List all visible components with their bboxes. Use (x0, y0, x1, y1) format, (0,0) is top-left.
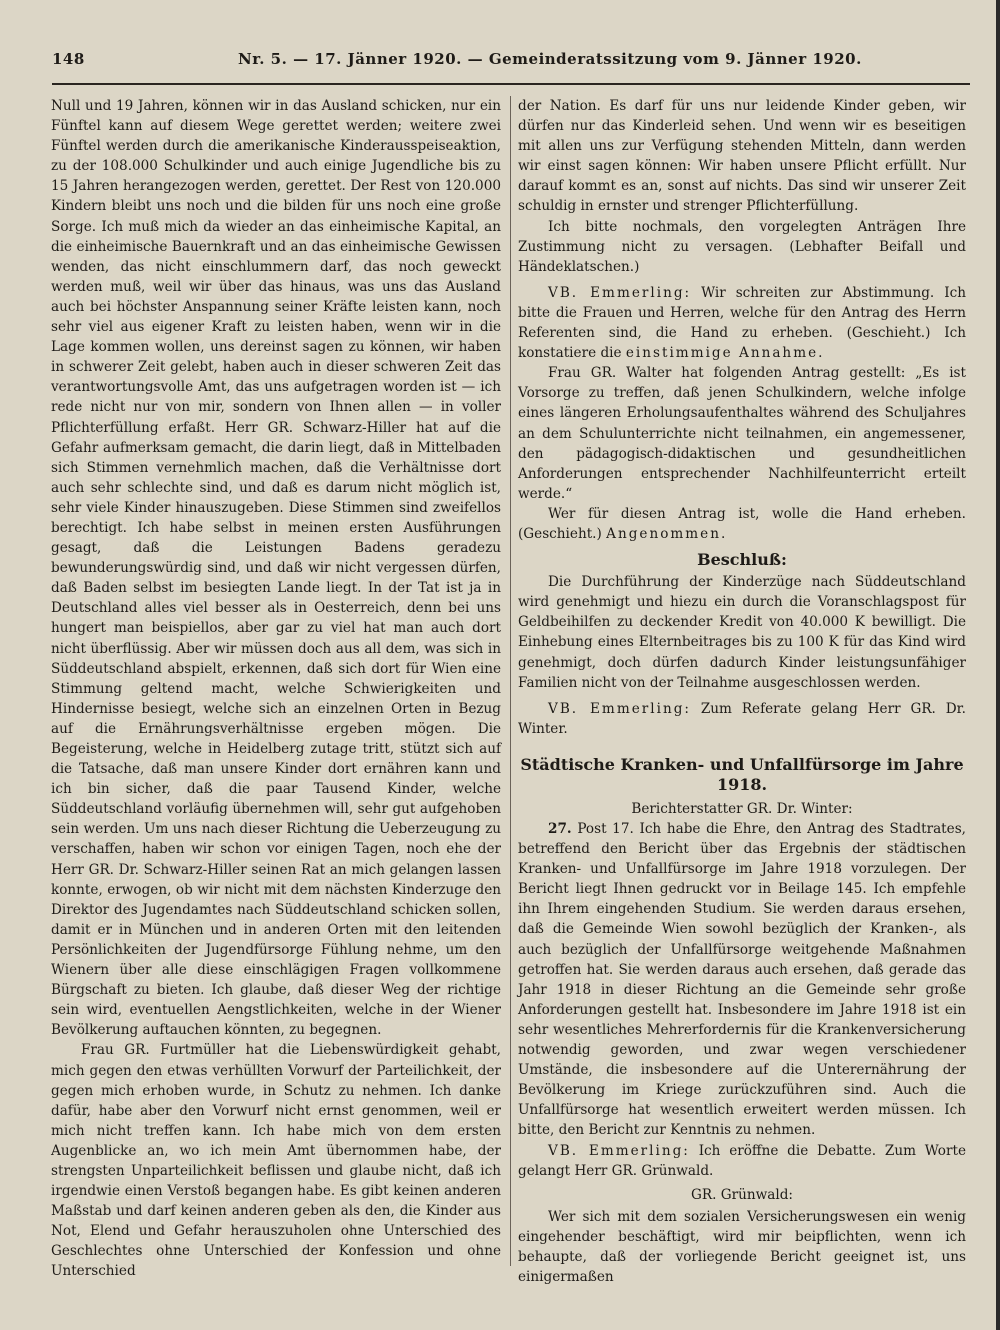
right-column (518, 96, 966, 1287)
accepted-label: Angenommen. (606, 525, 728, 542)
column-divider (510, 96, 511, 1266)
vote-text: Wir schreiten zur Abstimmung. Ich bitte die Frauen und Herren, welche für den Antrag des Herrn Referenten sind, die Hand zu erheben. (Geschieht.) Ich konstatiere die (518, 284, 966, 362)
referate-paragraph (518, 699, 966, 739)
page-number: 148 (52, 50, 85, 68)
unanimous-acceptance: einstimmige Annahme. (625, 345, 825, 362)
referate-text: Zum Referate gelang Herr GR. Dr. Winter. (518, 700, 966, 737)
report-text: Post 17. Ich habe die Ehre, den Antrag des Stadtrates, betreffend den Bericht über das Ergebnis der städtischen Kranken- und Unfallfürsorge im Jahre 1918 vorzulegen. Der Bericht liegt Ihnen gedruckt vor in Beilage 145. Ich empfehle ihn Ihrem eingehenden Studium. Sie werden daraus ersehen, daß die Gemeinde Wien sowohl bezüglich der Kranken-, als auch bezüglich der Unfallfürsorge weitgehende Maßnahmen getroffen hat. Sie werden daraus auch ersehen, daß gerade das Jahr 1918 in dieser Richtung an die Gemeinde sehr große Anforderungen gestellt hat. Insbesondere im Jahre 1918 ist ein sehr wesentliches Mehrerfordernis für die Krankenversicherung notwendig geworden, und zwar wegen verschiedener Umstände, die insbesondere auf die Unterernährung der Bevölkerung im Kriege zurückzuführen sind. Auch die Unfallfürsorge hat wesentlich erweitert werden müssen. Ich bitte, den Bericht zur Kenntnis zu nehmen. (518, 821, 966, 1139)
motion-vote-text: Wer für diesen Antrag ist, wolle die Hand erheben. (Geschieht.) (518, 505, 966, 542)
reporter-line: Berichterstatter GR. Dr. Winter: (631, 800, 853, 817)
header-rule (52, 83, 970, 85)
motion-vote (518, 504, 966, 544)
left-paragraph-2: Frau GR. Furtmüller hat die Liebenswürdigkeit gehabt, mich gegen den etwas verhüllten Vorwurf der Parteilichkeit, der gegen mich erhoben wurde, in Schutz zu nehmen. Ich danke dafür, habe aber den Vorwurf nicht ernst genommen, weil er mich nicht treffen kann. Ich habe mich von dem ersten Augenblicke an, wo ich mein Amt übernommen habe, der strengsten Unparteilichkeit beflissen und glaube nicht, daß ich irgendwie einen Verstoß begangen habe. Es gibt keinen anderen Maßstab und darf keinen anderen geben als den, die Kinder aus Not, Elend und Gefahr herauszuholen ohne Unterschied des Geschlechtes ohne Unterschied der Konfession und ohne Unterschied (51, 1042, 501, 1280)
gruenwald-paragraph: Wer sich mit dem sozialen Versicherungswesen ein wenig eingehender beschäftigt, wird mir beipflichten, wenn ich behaupte, daß der vorliegende Bericht geeignet ist, uns einigermaßen (518, 1208, 966, 1286)
vote-paragraph (518, 283, 966, 363)
speaker-emmerling-2: VB. Emmerling: (548, 700, 691, 717)
speaker-emmerling: VB. Emmerling: (548, 284, 692, 301)
report-paragraph (518, 819, 966, 1141)
section-title: Städtische Kranken- und Unfallfürsorge im Jahre 1918. (520, 754, 964, 794)
page-header (52, 50, 972, 74)
speaker-gruenwald: GR. Grünwald: (691, 1186, 793, 1203)
running-title: Nr. 5. — 17. Jänner 1920. — Gemeinderatssitzung vom 9. Jänner 1920. (238, 50, 862, 68)
speaker-emmerling-3: VB. Emmerling: (548, 1142, 690, 1159)
resolution-heading: Beschluß: (697, 550, 787, 570)
left-paragraph-1: Null und 19 Jahren, können wir in das Ausland schicken, nur ein Fünftel kann auf diesem Wege gerettet werden; weitere zwei Fünftel werden durch die amerikanische Kinderausspeiseaktion, zu der 108.000 Schulkinder und auch einige Jugendliche bis zu 15 Jahren herangezogen werden, gerettet. Der Rest von 120.000 Kindern bleibt uns noch und die bilden für uns noch eine große Sorge. Ich muß mich da wieder an das einheimische Kapital, an die einheimische Bauernkraft und an das einheimische Gewissen wenden, das nicht einschlummern darf, das noch geweckt werden muß, weil wir über das hinaus, was uns das Ausland auch bei höchster Anspannung seiner Kräfte leisten kann, noch sehr viel aus eigener Kraft zu leisten haben, wenn wir in die Lage kommen wollen, uns dereinst sagen zu können, wir haben in schwerer Zeit gelebt, haben auch in dieser schweren Zeit das verantwortungsvolle Amt, das uns aufgetragen worden ist — ich rede nicht nur von mir, sondern von Ihnen allen — in voller Pflichterfüllung erfaßt. Herr GR. Schwarz-Hiller hat auf die Gefahr aufmerksam gemacht, die darin liegt, daß in Mittelbaden sich Stimmen vernehmlich machen, daß die Verhältnisse dort auch sehr schlechte sind, und daß es darum nicht möglich ist, sehr viele Kinder hinauszugeben. Diese Stimmen sind zweifellos berechtigt. Ich habe selbst in meinen ersten Ausführungen gesagt, daß die Leistungen Badens geradezu bewunderungswürdig sind, und daß wir nicht vergessen dürfen, daß Baden selbst im besiegten Lande liegt. In der Tat ist ja in Deutschland alles viel besser als in Oesterreich, denn bei uns hungert man beispiellos, aber gar zu viel hat man auch dort nicht überflüssig. Aber wir müssen doch aus all dem, was sich in Süddeutschland abspielt, erkennen, daß sich dort für Wien eine Stimmung geltend macht, welche Schwierigkeiten und Hindernisse besiegt, welche sich an einzelnen Orten in Bezug auf die Ernährungsverhältnisse ergeben mögen. Die Begeisterung, welche in Heidelberg zutage tritt, stützt sich auf die Tatsache, daß man unsere Kinder dort ernähren kann und ich bin sicher, daß die paar Tausend Kinder, welche Süddeutschland vorläufig übernehmen will, sehr gut aufgehoben sein werden. Um uns nach dieser Richtung die Ueberzeugung zu verschaffen, haben wir schon vor einigen Tagen, noch ehe der Herr GR. Dr. Schwarz-Hiller seinen Rat an mich gelangen lassen konnte, erwogen, ob wir nicht mit dem nächsten Kinderzuge den Direktor des Jugendamtes nach Süddeutschland schicken sollen, damit er in München und in anderen Orten mit den leitenden Persönlichkeiten der Jugendfürsorge Fühlung nehme, um den Wienern über alle diese einschlägigen Fragen vollkommene Bürgschaft zu bieten. Ich glaube, daß dieser Weg der richtige sein wird, eventuellen Aengstlichkeiten, welche in der Wiener Bevölkerung auftauchen könnten, zu begegnen. (51, 98, 501, 1039)
item-number: 27. (548, 821, 572, 837)
debate-text: Ich eröffne die Debatte. Zum Worte gelangt Herr GR. Grünwald. (518, 1142, 966, 1179)
right-paragraph-2: Ich bitte nochmals, den vorgelegten Anträgen Ihre Zustimmung nicht zu versagen. (Lebhafter Beifall und Händeklatschen.) (518, 218, 966, 275)
right-paragraph-1: der Nation. Es darf für uns nur leidende Kinder geben, wir dürfen nur das Kinderleid sehen. Und wenn wir es beseitigen mit allen uns zur Verfügung stehenden Mitteln, dann werden wir einst sagen können: Wir haben unsere Pflicht erfüllt. Nur darauf kommt es an, sonst auf nichts. Das sind wir unserer Zeit schuldig in ernster und strenger Pflichterfüllung. (518, 98, 966, 215)
debate-paragraph (518, 1141, 966, 1181)
walter-motion: Frau GR. Walter hat folgenden Antrag gestellt: „Es ist Vorsorge zu treffen, daß jenen Schulkindern, welche infolge eines längeren Erholungsaufenthaltes während des Schuljahres an dem Schulunterrichte nicht teilnahmen, ein angemessener, den pädagogisch-didaktischen und gesundheitlichen Anforderungen entsprechender Nachhilfeunterricht erteilt werde.“ (518, 365, 966, 502)
resolution-text: Die Durchführung der Kinderzüge nach Süddeutschland wird genehmigt und hiezu ein durch die Voranschlagspost für Geldbeihilfen zu deckender Kredit von 40.000 K bewilligt. Die Einhebung eines Elternbeitrages bis zu 100 K für das Kind wird genehmigt, doch dürfen dadurch Kinder leistungsunfähiger Familien nicht von der Teilnahme ausgeschlossen werden. (518, 574, 966, 691)
left-column (51, 96, 501, 1282)
